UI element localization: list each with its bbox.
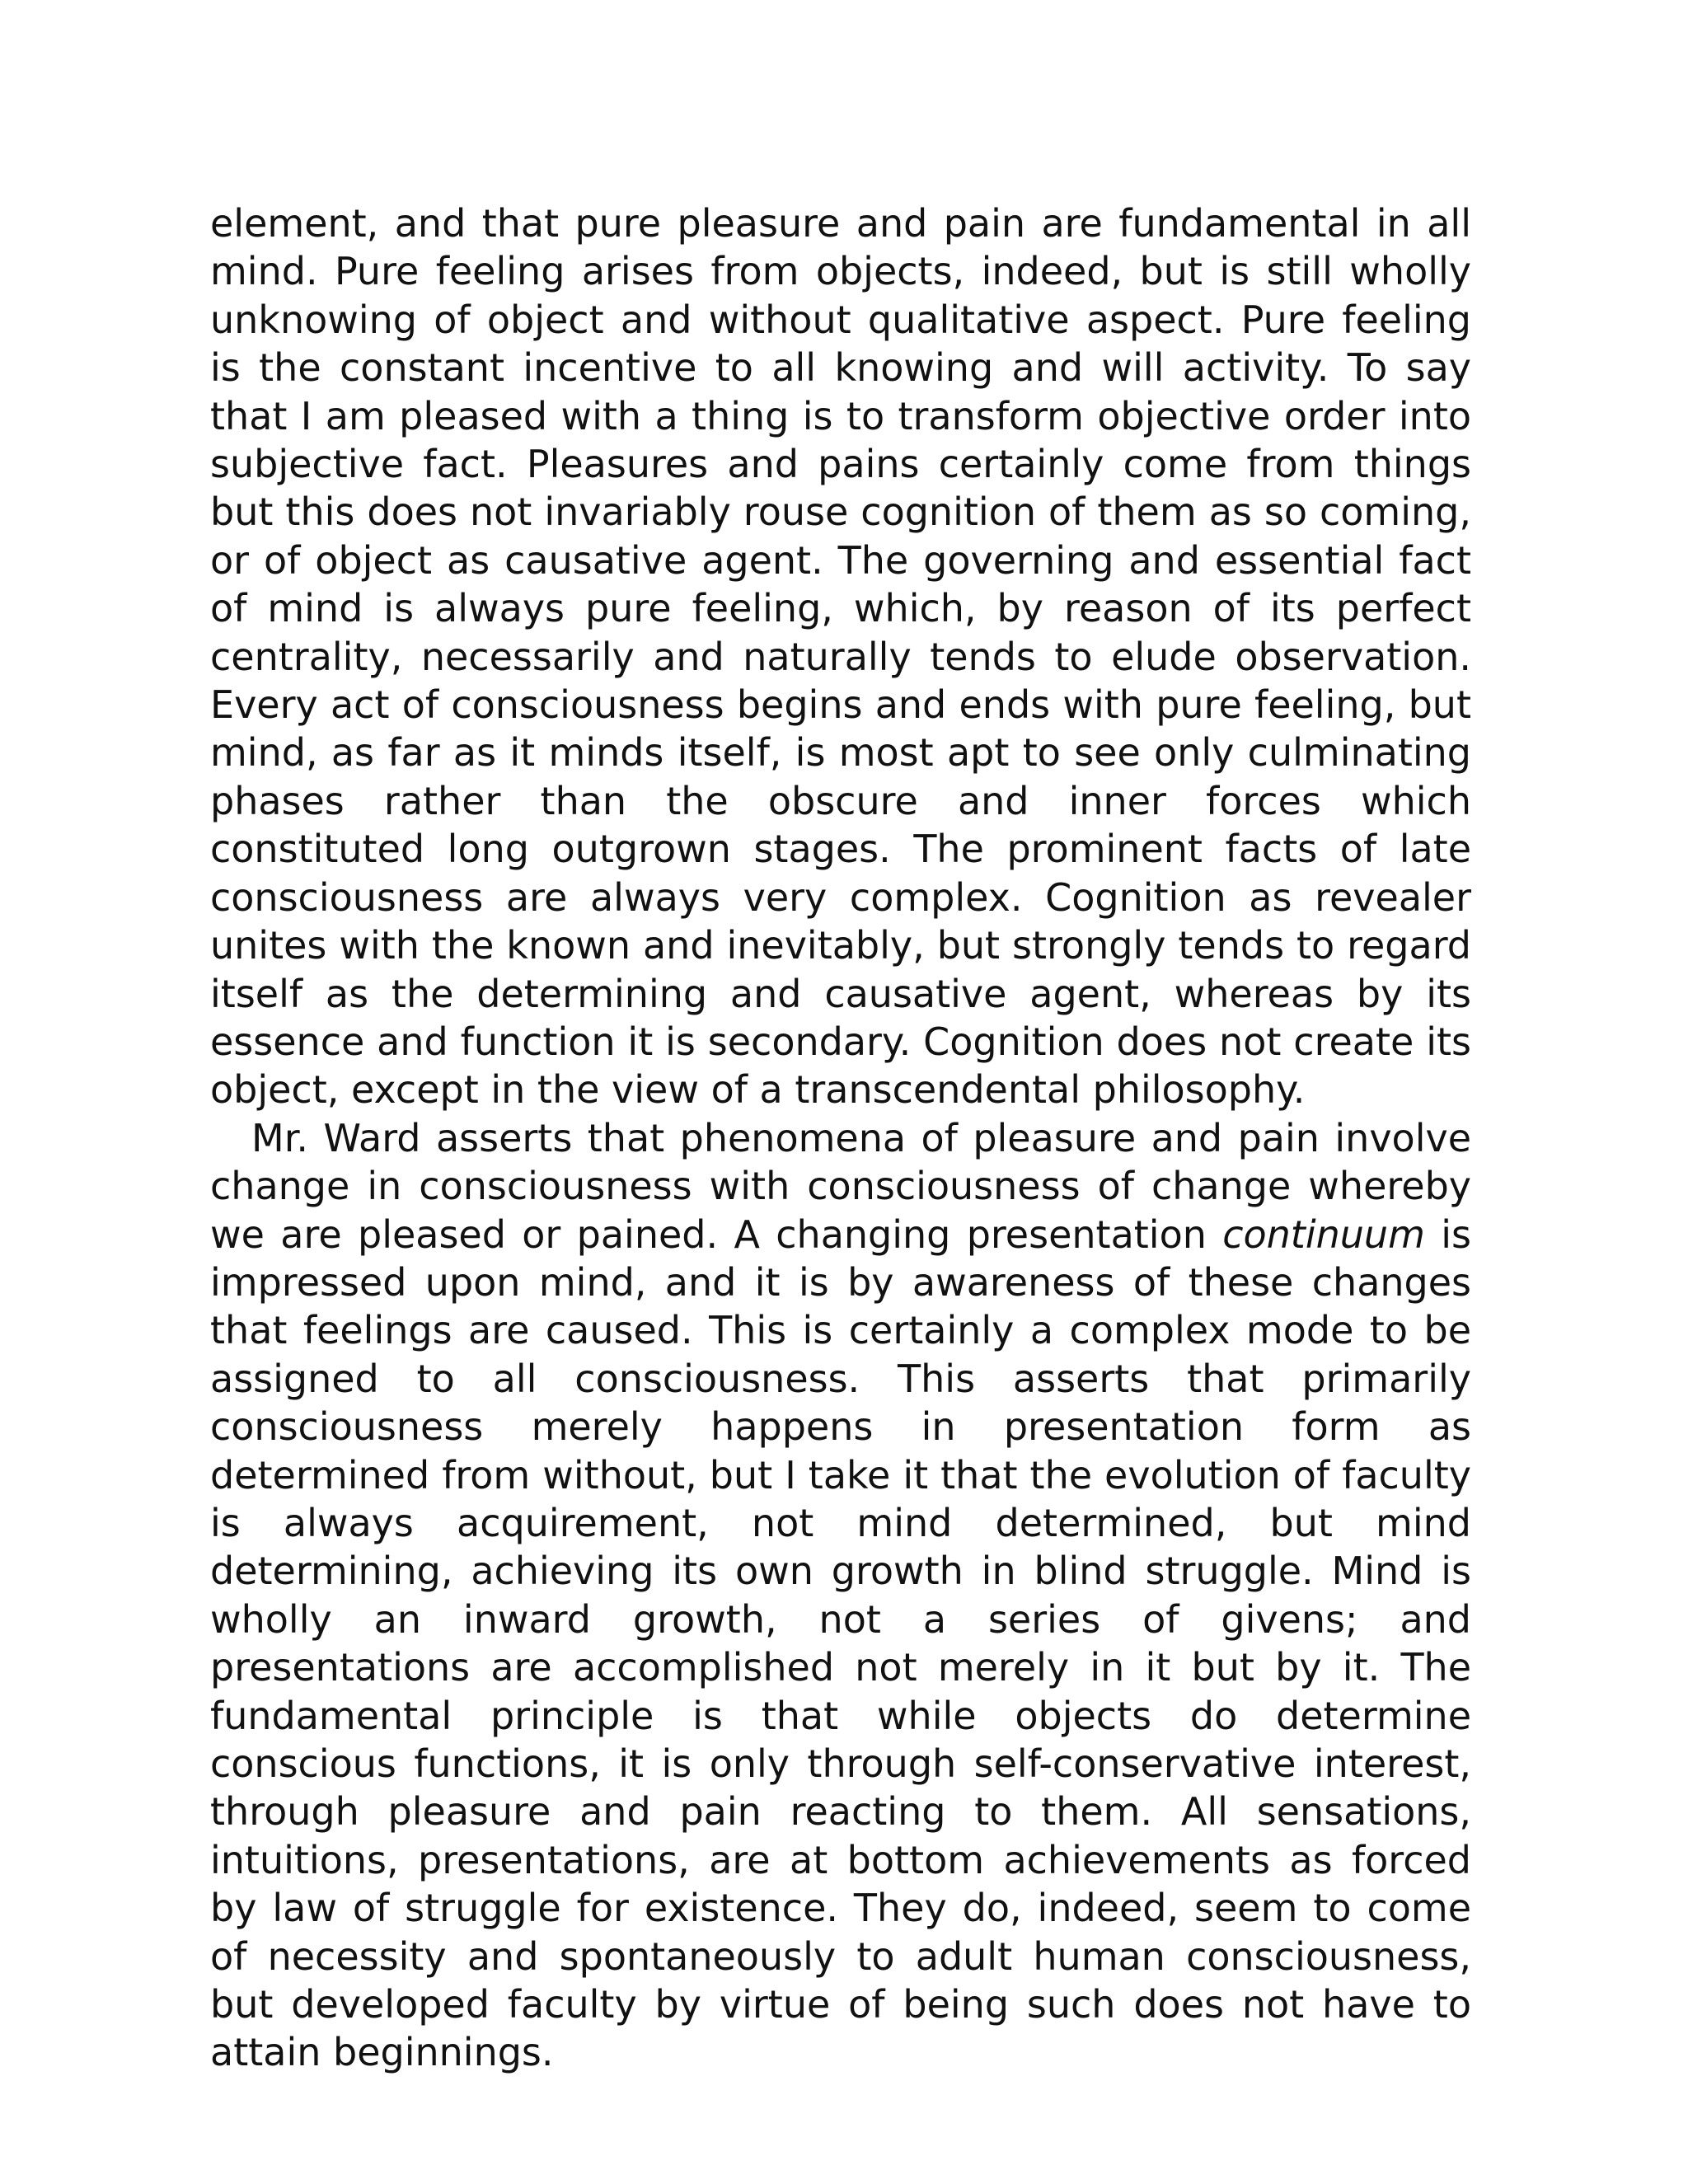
paragraph-mr-ward (210, 1114, 1471, 2077)
paragraph-continued: element, and that pure pleasure and pain are fundamental in all mind. Pure feeling arises from objects, indeed, but is still wholly unknowing of object and without qualitative aspect. Pure feeling is the constant incentive to all knowing and will activity. To say that I am pleased with a thing is to transform objective order into subjective fact. Pleasures and pains certainly come from things but this does not invariably rouse cognition of them as so coming, or of object as causative agent. The governing and essential fact of mind is always pure feeling, which, by reason of its perfect centrality, necessarily and naturally tends to elude observation. Every act of consciousness begins and ends with pure feeling, but mind, as far as it minds itself, is most apt to see only culminating phases rather than the obscure and inner forces which constituted long outgrown stages. The prominent facts of late consciousness are always very complex. Cognition as revealer unites with the known and inevitably, but strongly tends to regard itself as the determining and causative agent, whereas by its essence and function it is secondary. Cognition does not create its object, except in the view of a transcendental philosophy. (210, 201, 1471, 1113)
paragraph-text-after-italic: is impressed upon mind, and it is by awareness of these changes that feelings are caused. This is certainly a complex mode to be assigned to all consciousness. This asserts that primarily consciousness merely happens in presentation form as determined from without, but I take it that the evolution of faculty is always acquirement, not mind determined, but mind determining, achieving its own growth in blind struggle. Mind is wholly an inward growth, not a series of givens; and presentations are accomplished not merely in it but by it. The fundamental principle is that while objects do determine conscious functions, it is only through self-conservative interest, through pleasure and pain reacting to them. All sensations, intuitions, presentations, are at bottom achievements as forced by law of struggle for existence. They do, indeed, seem to come of necessity and spontaneously to adult human consciousness, but developed faculty by virtue of being such does not have to attain beginnings. (210, 1212, 1471, 2075)
italic-term: continuum (1222, 1212, 1425, 1257)
document-page (210, 199, 1471, 2077)
paragraph-text-before-italic: Mr. Ward asserts that phenomena of pleasure and pain involve change in consciousness with consciousness of change whereby we are pleased or pained. A changing presentation (210, 1115, 1471, 1257)
